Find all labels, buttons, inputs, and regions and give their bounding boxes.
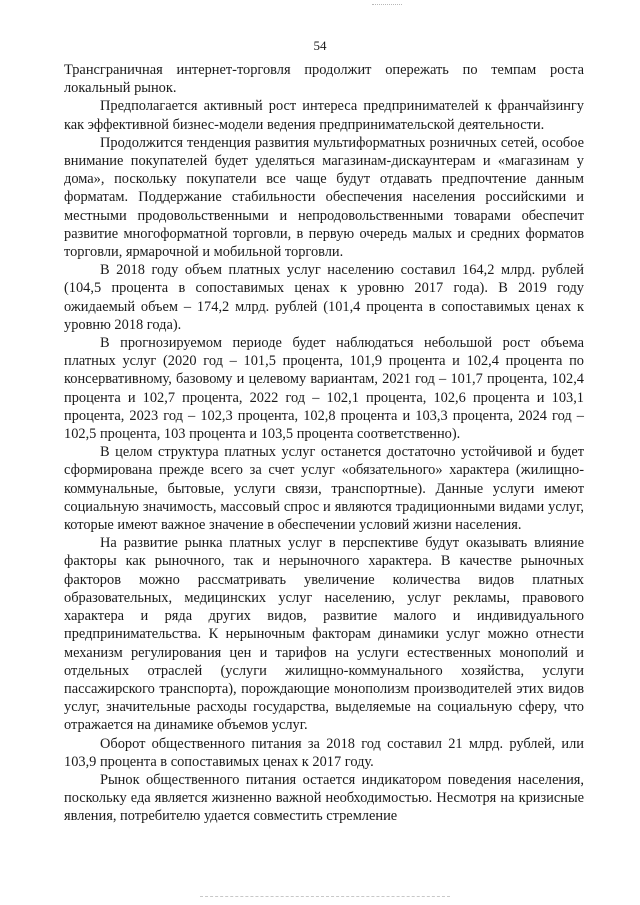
paragraph-1: Трансграничная интернет-торговля продолжит опережать по темпам роста локальный рынок.	[64, 62, 584, 97]
body-text	[64, 61, 584, 826]
scan-mark-top	[372, 4, 402, 5]
paragraph-5: В прогнозируемом периоде будет наблюдаться небольшой рост объема платных услуг (2020 год – 101,5 процента, 101,9 процента и 102,4 процента по консервативному, базовому и целевому вариантам, 2021 год – 101,7 процента, 102,4 процента и 102,7 процента, 2022 год – 102,1 процента, 102,6 процента и 103,1 процента, 2023 год – 102,3 процента, 102,8 процента и 103,3 процента, 2024 год – 102,5 процента, 103 процента и 103,5 процента соответственно).	[64, 335, 584, 443]
paragraph-9: Рынок общественного питания остается индикатором поведения населения, поскольку еда является жизненно важной необходимостью. Несмотря на кризисные явления, потребителю удается совместить стремление	[64, 771, 584, 825]
paragraph-4: В 2018 году объем платных услуг населению составил 164,2 млрд. рублей (104,5 процента в сопоставимых ценах к уровню 2017 года). В 2019 году ожидаемый объем – 174,2 млрд. рублей (101,4 процента в сопоставимых ценах к уровню 2018 года).	[64, 262, 584, 333]
paragraph-3: Продолжится тенденция развития мультиформатных розничных сетей, особое внимание покупателей будет уделяться магазинам-дискаунтерам и «магазинам у дома», поскольку покупатели все чаще будут отдавать предпочтение данным форматам. Поддержание стабильности обеспечения населения российскими и местными продовольственными и непродовольственными товарами обеспечит развитие многоформатной торговли, в первую очередь малых и средних форматов торговли, ярмарочной и мобильной торговли.	[64, 134, 584, 261]
paragraph-8: Оборот общественного питания за 2018 год составил 21 млрд. рублей, или 103,9 процента в сопоставимых ценах к 2017 году.	[64, 735, 584, 770]
page-number: 54	[313, 38, 327, 53]
paragraph-2: Предполагается активный рост интереса предпринимателей к франчайзингу как эффективной бизнес-модели ведения предпринимательской деятельности.	[64, 98, 584, 133]
scan-rule-bottom	[200, 896, 450, 897]
paragraph-7: На развитие рынка платных услуг в перспективе будут оказывать влияние факторы как рыночного, так и нерыночного характера. В качестве рыночных факторов можно рассматривать увеличение количества видов платных образовательных, медицинских услуг населению, услуг рекламы, правового характера и ряда других видов, развитие малого и индивидуального предпринимательства. К нерыночным факторам динамики услуг можно отнести механизм регулирования цен и тарифов на услуги естественных монополий и отдельных отраслей (услуги жилищно-коммунального хозяйства, услуги пассажирского транспорта), порождающие монополизм производителей этих видов услуг, значительные расходы государства, выделяемые на социальную сферу, что отражается на динамике объемов услуг.	[64, 535, 584, 734]
paragraph-6: В целом структура платных услуг останется достаточно устойчивой и будет сформирована прежде всего за счет услуг «обязательного» характера (жилищно-коммунальные, бытовые, услуги связи, транспортные). Данные услуги имеют социальную значимость, массовый спрос и являются традиционными видами услуг, которые имеют важное значение в обеспечении условий жизни населения.	[64, 444, 584, 534]
